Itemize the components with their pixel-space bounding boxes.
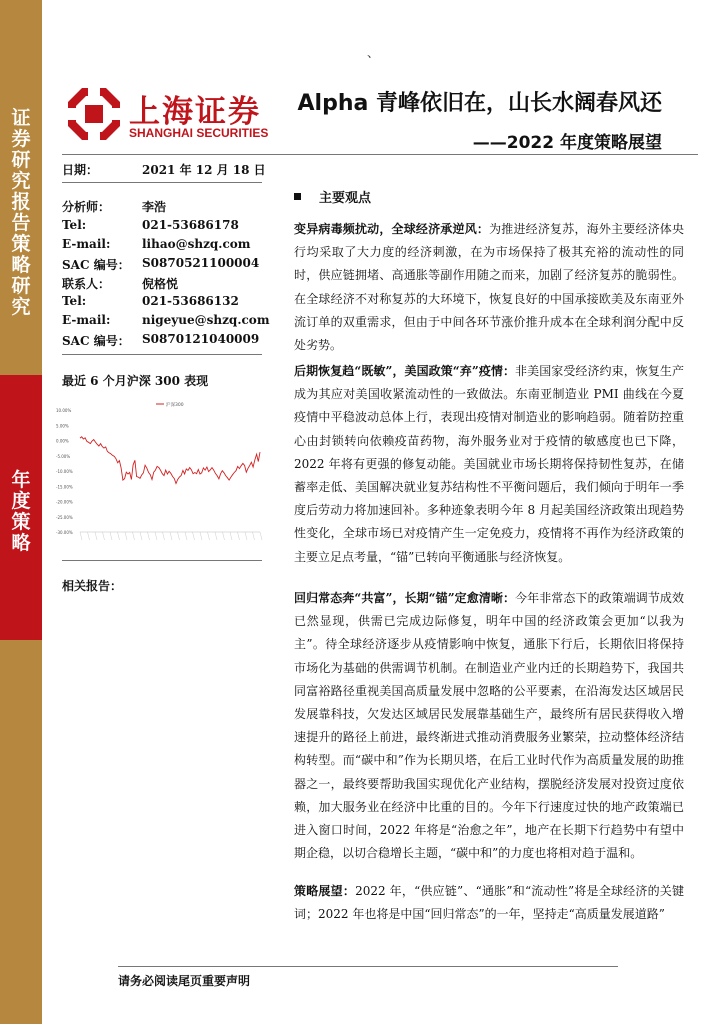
x-tick-mark <box>245 532 247 540</box>
paragraph-4-body: 2022 年，“供应链”、“通胀”和“流动性”将是全球经济的关键词；2022 年也将是中国“回归常态”的一年，坚持走“高质量发展道路” <box>294 884 684 922</box>
bullet-square-icon <box>294 193 301 200</box>
y-tick-label: -30.00% <box>56 530 73 535</box>
sidebar-report-type-text: 年度策略 <box>11 469 31 554</box>
x-tick-mark <box>178 532 180 540</box>
x-tick-mark <box>155 532 157 540</box>
chart-title: 最近 6 个月沪深 300 表现 <box>62 374 209 388</box>
y-tick-label: -10.00% <box>56 469 73 474</box>
x-tick-mark <box>170 532 172 540</box>
date-value: 2021 年 12 月 18 日 <box>142 163 266 177</box>
footer-disclaimer: 请务必阅读尾页重要声明 <box>118 974 251 988</box>
date-label: 日期： <box>62 163 99 177</box>
x-tick-mark <box>215 532 217 540</box>
related-reports-label: 相关报告： <box>62 579 123 593</box>
sidebar-red-band <box>0 375 42 640</box>
x-tick-mark <box>230 532 232 540</box>
x-tick-mark <box>110 532 112 540</box>
x-tick-mark <box>238 532 240 540</box>
paragraph-3-lead: 回归常态奔“共富”，长期“锚”定愈清晰： <box>294 591 516 605</box>
paragraph-1 <box>294 218 684 357</box>
csi300-performance-chart <box>54 396 266 546</box>
y-tick-label: -20.00% <box>56 499 73 505</box>
contact-tel: 021-53686132 <box>142 294 239 308</box>
company-logo <box>66 82 269 146</box>
series-line-csi300 <box>80 437 260 484</box>
paragraph-2-lead: 后期恢复趋“既敏”，美国政策“弃”疫情： <box>294 364 516 378</box>
top-mark: 、 <box>367 46 380 60</box>
report-title: Alpha 青峰依旧在，山长水阔春风还 <box>297 91 662 116</box>
section-heading-text: 主要观点 <box>319 191 372 206</box>
y-tick-label: -5.00% <box>56 453 71 459</box>
tel-label: Tel: <box>62 294 87 308</box>
x-tick-mark <box>103 532 105 540</box>
x-tick-mark <box>200 532 202 540</box>
paragraph-2 <box>294 360 684 569</box>
logo-emblem-icon <box>66 86 122 142</box>
sidebar-category-text: 证券研究报告 策略研究 <box>11 107 31 318</box>
report-subtitle: ——2022 年度策略展望 <box>472 133 662 153</box>
footer-divider <box>118 966 618 967</box>
analyst-sac: S0870521100004 <box>142 256 260 270</box>
x-tick-mark <box>148 532 150 540</box>
contact-email[interactable]: nigeyue@shzq.com <box>142 313 270 327</box>
x-tick-mark <box>118 532 120 540</box>
email-label: E-mail: <box>62 237 111 251</box>
paragraph-1-body: 为推进经济复苏，海外主要经济体央行均采取了大力度的经济刺激，在为市场保持了极其充裕的流动性的同时，供应链拥堵、高通胀等副作用随之而来，加剧了经济复苏的脆弱性。在全球经济不对称复苏的大环境下，恢复良好的中国承接欧美及东南亚外流订单的双重需求，但由于中间各环节涨价推升成本在全球利润分配中反处劣势。 <box>294 222 684 353</box>
contact-sac: S0870121040009 <box>142 332 260 346</box>
y-tick-label: 0.00% <box>56 438 69 444</box>
contact-name: 倪格悦 <box>142 277 179 291</box>
paragraph-3 <box>294 587 684 865</box>
x-tick-mark <box>208 532 210 540</box>
section-heading <box>294 187 371 206</box>
analyst-name: 李浩 <box>142 200 167 214</box>
contact-label: 联系人： <box>62 277 111 291</box>
sac-label: SAC 编号： <box>62 258 130 272</box>
x-tick-mark <box>253 532 255 540</box>
y-tick-label: -25.00% <box>56 514 73 520</box>
sac-label: SAC 编号： <box>62 334 130 348</box>
legend-label: 沪深300 <box>166 403 184 408</box>
x-tick-mark <box>140 532 142 540</box>
y-tick-label: 5.00% <box>56 423 69 429</box>
x-tick-mark <box>185 532 187 540</box>
analyst-tel: 021-53686178 <box>142 218 239 232</box>
logo-name-cn: 上海证券 <box>129 94 261 130</box>
paragraph-4 <box>294 880 684 926</box>
logo-name-en: SHANGHAI SECURITIES <box>129 126 269 140</box>
y-tick-label: 10.00% <box>56 408 72 413</box>
analyst-email[interactable]: lihao@shzq.com <box>142 237 251 251</box>
info-divider <box>62 354 262 355</box>
x-tick-mark <box>163 532 165 540</box>
x-tick-mark <box>125 532 127 540</box>
x-tick-mark <box>88 532 90 540</box>
paragraph-1-lead: 变异病毒频扰动，全球经济承逆风： <box>294 222 490 236</box>
y-tick-label: -15.00% <box>56 484 73 490</box>
paragraph-4-lead: 策略展望： <box>294 884 356 898</box>
date-divider <box>62 182 262 183</box>
email-label: E-mail: <box>62 313 111 327</box>
tel-label: Tel: <box>62 218 87 232</box>
x-tick-mark <box>80 532 82 540</box>
x-tick-mark <box>260 532 262 540</box>
analyst-label: 分析师： <box>62 200 111 214</box>
chart-divider <box>62 560 262 561</box>
paragraph-2-body: 非美国家受经济约束，恢复生产成为其应对美国收紧流动性的一致做法。东南亚制造业 PMI 曲线在今夏疫情中平稳波动总体上行，表现出疫情对制造业的影响趋弱。随着防控重心由封锁转向依赖疫苗药物，海外服务业对于疫情的敏感度也已下降，2022 年将有更强的修复动能。美国就业市场长期将保持韧性复苏，在储蓄率走低、美国解决就业复苏结构性不平衡问题后，我们倾向于明年一季度后劳动力将加速回补。多种迹象表明今年 8 月起美国经济政策出现趋势性变化，全球市场已对疫情产生一定免疫力，疫情将不再作为经济政策的主要立足点考量，“锚”已转向平衡通胀与经济恢复。 <box>294 364 684 564</box>
x-tick-mark <box>133 532 135 540</box>
paragraph-3-body: 今年非常态下的政策端调节成效已然显现，供需已完成边际修复，明年中国的经济政策会更加“以我为主”。待全球经济逐步从疫情影响中恢复，通胀下行后，长期依旧将保持市场化为基础的供需调节机制。在制造业产业内迁的长期趋势下，我国共同富裕路径重视美国高质量发展中忽略的公平要素，在沿海发达区域居民发展靠科技，欠发达区域居民发展靠基础生产，最终所有居民获得收入增速提升的路径上前进，最终渐进式推动消费服务业繁荣，拉动整体经济结构转型。而“碳中和”作为长期贝塔，在后工业时代作为高质量发展的助推器之一，最终要帮助我国实现优化产业结构，摆脱经济发展对投资过度依赖，加大服务业在经济中比重的目的。今年下行速度过快的地产政策端已进入窗口时间，2022 年将是“治愈之年”，地产在长期下行趋势中有望中期企稳，以切合稳增长主题，“碳中和”的力度也将相对趋于温和。 <box>294 591 684 861</box>
x-tick-mark <box>193 532 195 540</box>
x-tick-mark <box>223 532 225 540</box>
x-tick-mark <box>95 532 97 540</box>
header-divider <box>62 154 698 155</box>
